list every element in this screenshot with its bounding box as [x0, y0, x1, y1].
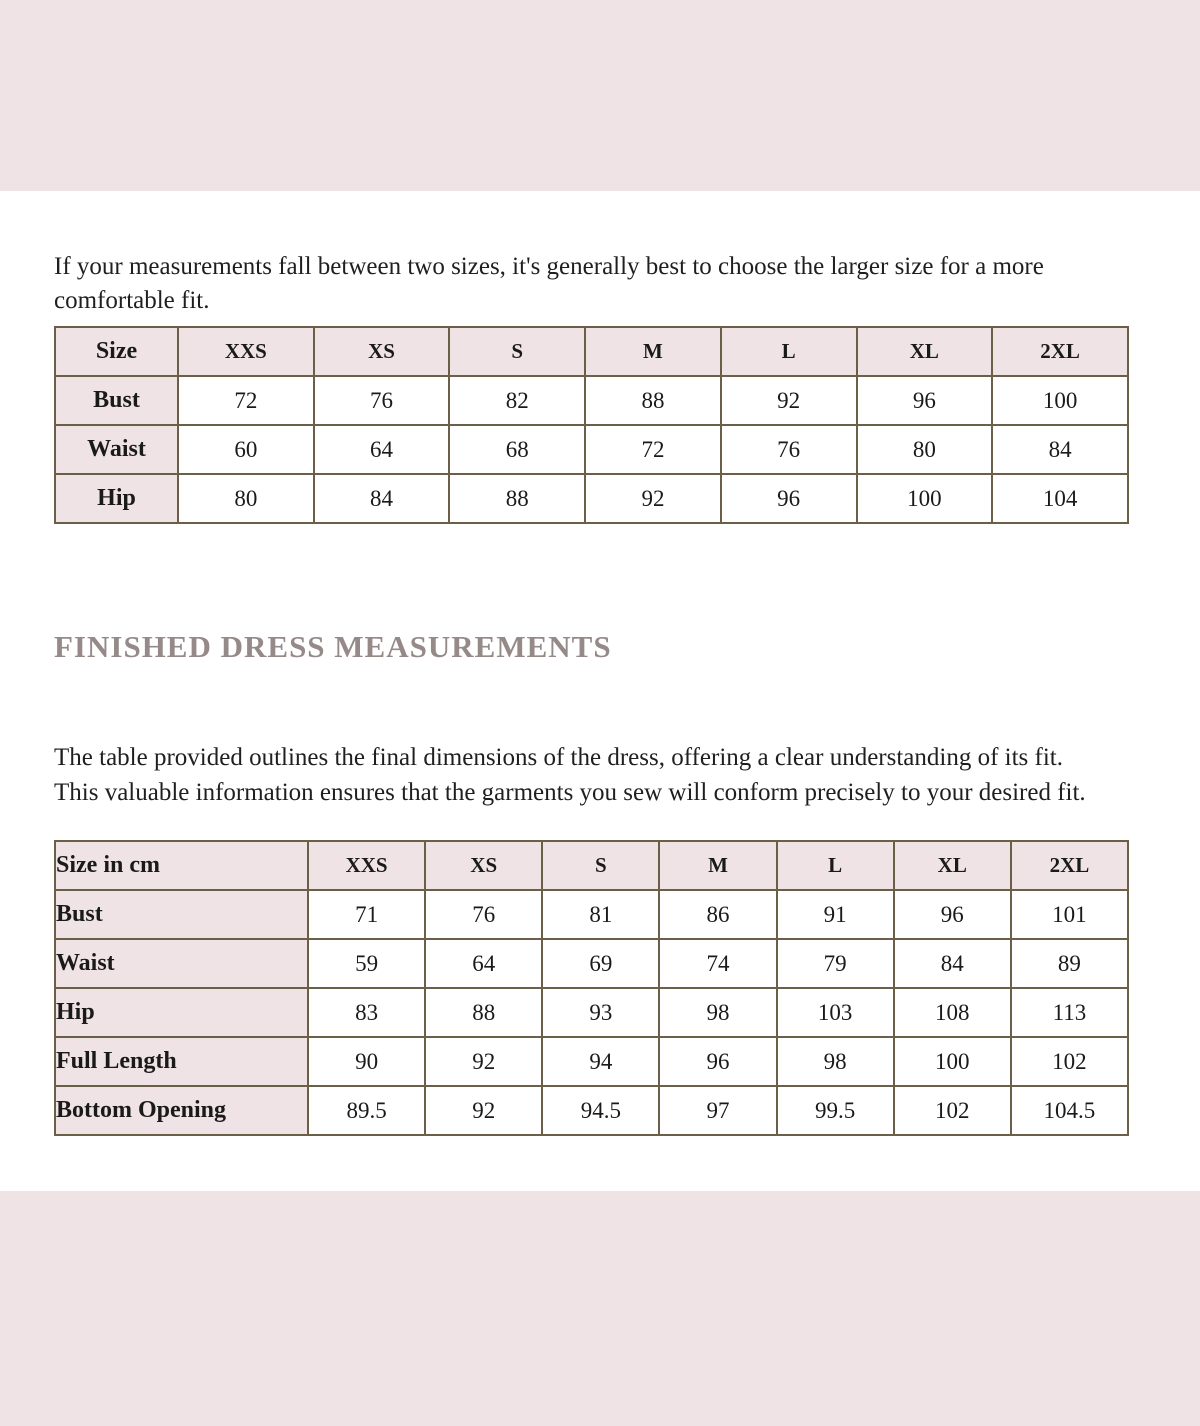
finished-measurements-heading: FINISHED DRESS MEASUREMENTS [54, 629, 612, 664]
size-header-cell: S [449, 327, 585, 376]
measurement-cell: 68 [449, 425, 585, 474]
measurement-cell: 113 [1011, 988, 1128, 1037]
measurement-cell: 96 [721, 474, 857, 523]
measurement-cell: 69 [542, 939, 659, 988]
measurement-cell: 96 [894, 890, 1011, 939]
measurement-cell: 82 [449, 376, 585, 425]
size-header-cell: XS [314, 327, 450, 376]
table-row [55, 1086, 1128, 1135]
measurement-cell: 59 [308, 939, 425, 988]
row-label-cell: Bust [55, 890, 308, 939]
size-header-cell: 2XL [992, 327, 1128, 376]
table-row [55, 988, 1128, 1037]
measurement-cell: 81 [542, 890, 659, 939]
measurement-cell: 83 [308, 988, 425, 1037]
measurement-cell: 96 [857, 376, 993, 425]
measurement-cell: 88 [449, 474, 585, 523]
measurement-cell: 84 [992, 425, 1128, 474]
row-label-cell: Waist [55, 425, 178, 474]
measurement-cell: 102 [1011, 1037, 1128, 1086]
measurement-cell: 84 [894, 939, 1011, 988]
measurement-cell: 72 [178, 376, 314, 425]
measurement-cell: 76 [425, 890, 542, 939]
measurement-cell: 92 [425, 1086, 542, 1135]
measurement-cell: 64 [314, 425, 450, 474]
size-header-cell: L [721, 327, 857, 376]
measurement-cell: 98 [659, 988, 776, 1037]
row-label-cell: Waist [55, 939, 308, 988]
measurement-cell: 74 [659, 939, 776, 988]
header-label-cell: Size [55, 327, 178, 376]
size-header-cell: XS [425, 841, 542, 890]
row-label-cell: Bottom Opening [55, 1086, 308, 1135]
row-label-cell: Hip [55, 988, 308, 1037]
measurement-cell: 108 [894, 988, 1011, 1037]
measurement-cell: 72 [585, 425, 721, 474]
measurement-cell: 90 [308, 1037, 425, 1086]
size-header-cell: L [777, 841, 894, 890]
size-header-cell: M [585, 327, 721, 376]
table-row [55, 425, 1128, 474]
measurement-cell: 88 [585, 376, 721, 425]
measurement-cell: 100 [992, 376, 1128, 425]
measurement-cell: 84 [314, 474, 450, 523]
measurement-cell: 101 [1011, 890, 1128, 939]
size-header-cell: XL [857, 327, 993, 376]
finished-measurements-table [54, 840, 1129, 1136]
size-header-cell: XXS [308, 841, 425, 890]
table-row [55, 939, 1128, 988]
measurement-cell: 80 [857, 425, 993, 474]
measurement-cell: 86 [659, 890, 776, 939]
measurement-cell: 96 [659, 1037, 776, 1086]
measurement-cell: 92 [585, 474, 721, 523]
measurement-cell: 64 [425, 939, 542, 988]
measurement-cell: 91 [777, 890, 894, 939]
table-row [55, 1037, 1128, 1086]
body-measurements-table [54, 326, 1129, 524]
row-label-cell: Bust [55, 376, 178, 425]
measurement-cell: 104.5 [1011, 1086, 1128, 1135]
row-label-cell: Full Length [55, 1037, 308, 1086]
measurement-cell: 103 [777, 988, 894, 1037]
measurement-cell: 100 [857, 474, 993, 523]
measurement-cell: 99.5 [777, 1086, 894, 1135]
measurement-cell: 98 [777, 1037, 894, 1086]
measurement-cell: 89.5 [308, 1086, 425, 1135]
measurement-cell: 97 [659, 1086, 776, 1135]
sizing-advice-text: If your measurements fall between two sizes, it's generally best to choose the larger size for a more comfortable fit. [54, 253, 1044, 314]
measurement-cell: 60 [178, 425, 314, 474]
table-row [55, 376, 1128, 425]
size-header-cell: M [659, 841, 776, 890]
measurement-cell: 89 [1011, 939, 1128, 988]
table-header-row [55, 327, 1128, 376]
table-row [55, 474, 1128, 523]
size-header-cell: 2XL [1011, 841, 1128, 890]
size-header-cell: S [542, 841, 659, 890]
measurement-cell: 93 [542, 988, 659, 1037]
measurement-cell: 76 [721, 425, 857, 474]
measurement-cell: 92 [721, 376, 857, 425]
size-header-cell: XL [894, 841, 1011, 890]
measurement-cell: 92 [425, 1037, 542, 1086]
table-header-row [55, 841, 1128, 890]
row-label-cell: Hip [55, 474, 178, 523]
content-panel [0, 191, 1200, 1191]
measurement-cell: 104 [992, 474, 1128, 523]
header-label-cell: Size in cm [55, 841, 308, 890]
measurement-cell: 94 [542, 1037, 659, 1086]
measurement-cell: 100 [894, 1037, 1011, 1086]
table-row [55, 890, 1128, 939]
measurement-cell: 102 [894, 1086, 1011, 1135]
finished-measurements-description: The table provided outlines the final dimensions of the dress, offering a clear understanding of its fit. This valuable information ensures that the garments you sew will conform precisely to your desired fit. [54, 744, 1086, 806]
size-header-cell: XXS [178, 327, 314, 376]
measurement-cell: 94.5 [542, 1086, 659, 1135]
measurement-cell: 88 [425, 988, 542, 1037]
measurement-cell: 79 [777, 939, 894, 988]
measurement-cell: 80 [178, 474, 314, 523]
measurement-cell: 71 [308, 890, 425, 939]
measurement-cell: 76 [314, 376, 450, 425]
